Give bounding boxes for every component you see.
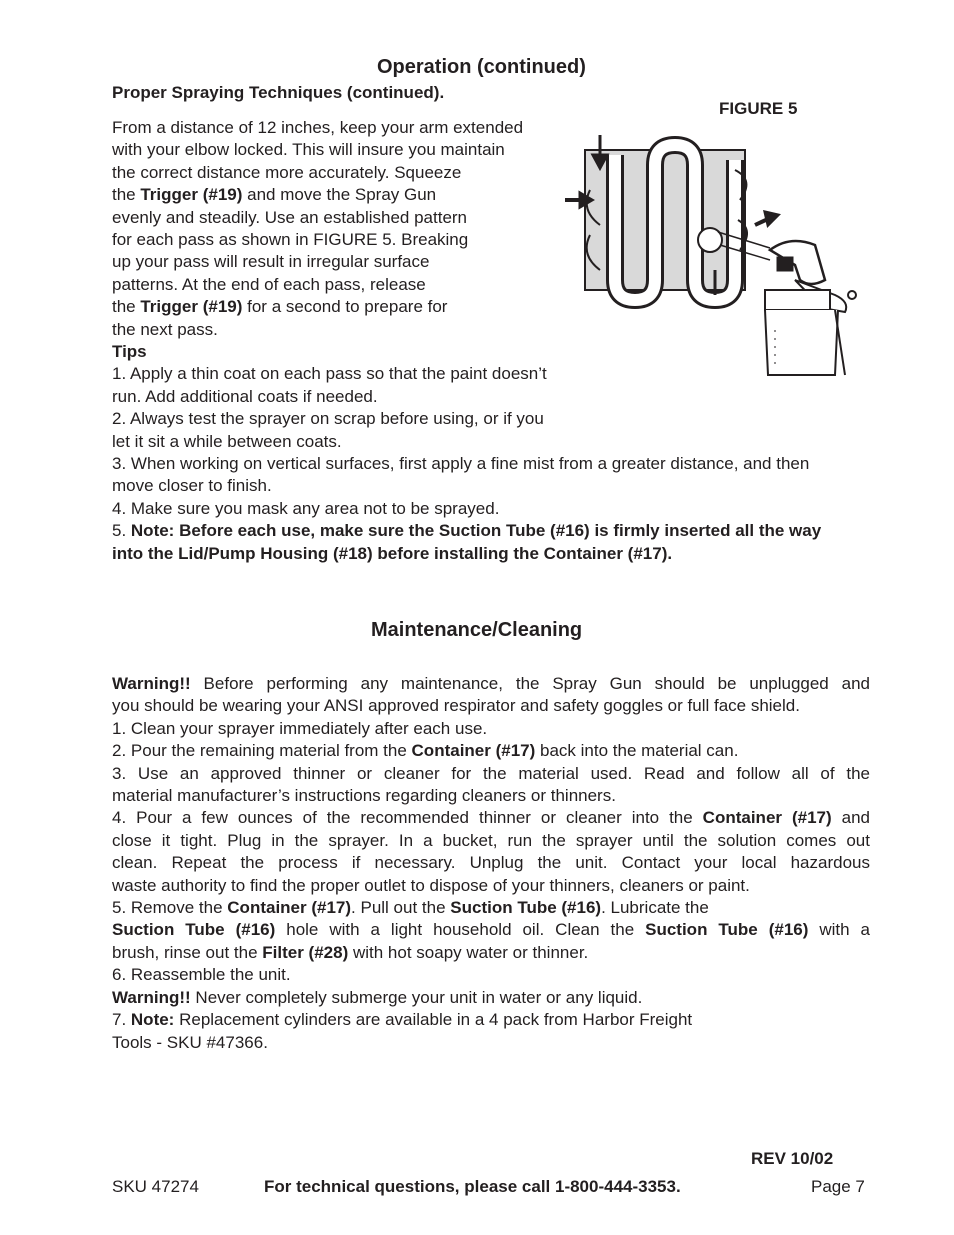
tip-item: 2. Always test the sprayer on scrap before using, or if you (112, 409, 544, 429)
maintenance-item: 4. Pour a few ounces of the recommended thinner or cleaner into the Container (#17) and (112, 808, 870, 828)
text-line: patterns. At the end of each pass, release (112, 274, 426, 294)
tip-item: 3. When working on vertical surfaces, first apply a fine mist from a greater distance, and then (112, 454, 810, 474)
maintenance-section (112, 673, 870, 1054)
maintenance-item: 7. Note: Replacement cylinders are available in a 4 pack from Harbor Freight (112, 1010, 693, 1030)
tip-item: let it sit a while between coats. (112, 431, 342, 451)
maintenance-item: close it tight. Plug in the sprayer. In a bucket, run the sprayer until the solution comes out (112, 830, 870, 850)
text-line: evenly and steadily. Use an established pattern (112, 207, 468, 227)
tip-item: run. Add additional coats if needed. (112, 386, 378, 406)
sku-label: SKU 47274 (112, 1177, 199, 1196)
maintenance-item: Tools - SKU #47366. (112, 1032, 268, 1052)
text-line: up your pass will result in irregular surface (112, 252, 430, 272)
tip-item: 1. Apply a thin coat on each pass so that the paint doesn’t (112, 364, 547, 384)
tips-section (112, 341, 821, 565)
maintenance-item: 2. Pour the remaining material from the Container (#17) back into the material can. (112, 741, 739, 761)
maintenance-item: material manufacturer’s instructions regarding cleaners or thinners. (112, 786, 616, 806)
figure-label: FIGURE 5 (719, 99, 798, 118)
maintenance-title: Maintenance/Cleaning (371, 619, 583, 641)
text-line: the next pass. (112, 319, 218, 339)
warning-line: you should be wearing your ANSI approved respirator and safety goggles or full face shield. (112, 696, 800, 716)
tip-note: into the Lid/Pump Housing (#18) before installing the Container (#17). (112, 543, 673, 563)
text-line: From a distance of 12 inches, keep your arm extended (112, 118, 524, 137)
maintenance-item: 1. Clean your sprayer immediately after each use. (112, 718, 488, 738)
warning-line: Warning!! Never completely submerge your unit in water or any liquid. (112, 987, 643, 1007)
tip-item: 4. Make sure you mask any area not to be sprayed. (112, 498, 500, 518)
warning-line: Warning!! Before performing any maintenance, the Spray Gun should be unplugged and (112, 674, 870, 693)
maintenance-item: 5. Remove the Container (#17). Pull out the Suction Tube (#16). Lubricate the (112, 898, 709, 918)
page-title: Operation (continued) (377, 56, 586, 78)
tip-note: 5. Note: Before each use, make sure the Suction Tube (#16) is firmly inserted all the way (112, 521, 822, 541)
maintenance-item: brush, rinse out the Filter (#28) with hot soapy water or thinner. (112, 942, 589, 962)
trigger-reference: Trigger (#19) (140, 185, 243, 205)
trigger-reference: Trigger (#19) (140, 297, 243, 317)
tip-item: move closer to finish. (112, 476, 272, 496)
section-subtitle: Proper Spraying Techniques (continued). (112, 83, 445, 102)
maintenance-item: Suction Tube (#16) hole with a light household oil. Clean the Suction Tube (#16) with a (112, 920, 871, 940)
text-line: the correct distance more accurately. Squeeze (112, 162, 462, 182)
text-line: for each pass as shown in FIGURE 5. Breaking (112, 230, 469, 250)
text-line: the Trigger (#19) and move the Spray Gun (112, 185, 437, 205)
maintenance-item: 6. Reassemble the unit. (112, 965, 291, 985)
text-line: with your elbow locked. This will insure you maintain (112, 140, 505, 160)
tips-heading: Tips (112, 342, 147, 361)
support-phone: For technical questions, please call 1-800-444-3353. (264, 1177, 681, 1196)
maintenance-item: waste authority to find the proper outlet to dispose of your thinners, cleaners or paint. (112, 875, 750, 895)
spraying-instructions (112, 117, 523, 341)
page-number: Page 7 (811, 1177, 865, 1196)
maintenance-item: clean. Repeat the process if necessary. Unplug the unit. Contact your local hazardous (112, 853, 870, 873)
text-line: the Trigger (#19) for a second to prepare for (112, 297, 448, 317)
revision-label: REV 10/02 (751, 1149, 834, 1168)
maintenance-item: 3. Use an approved thinner or cleaner for the material used. Read and follow all of the (112, 763, 870, 783)
